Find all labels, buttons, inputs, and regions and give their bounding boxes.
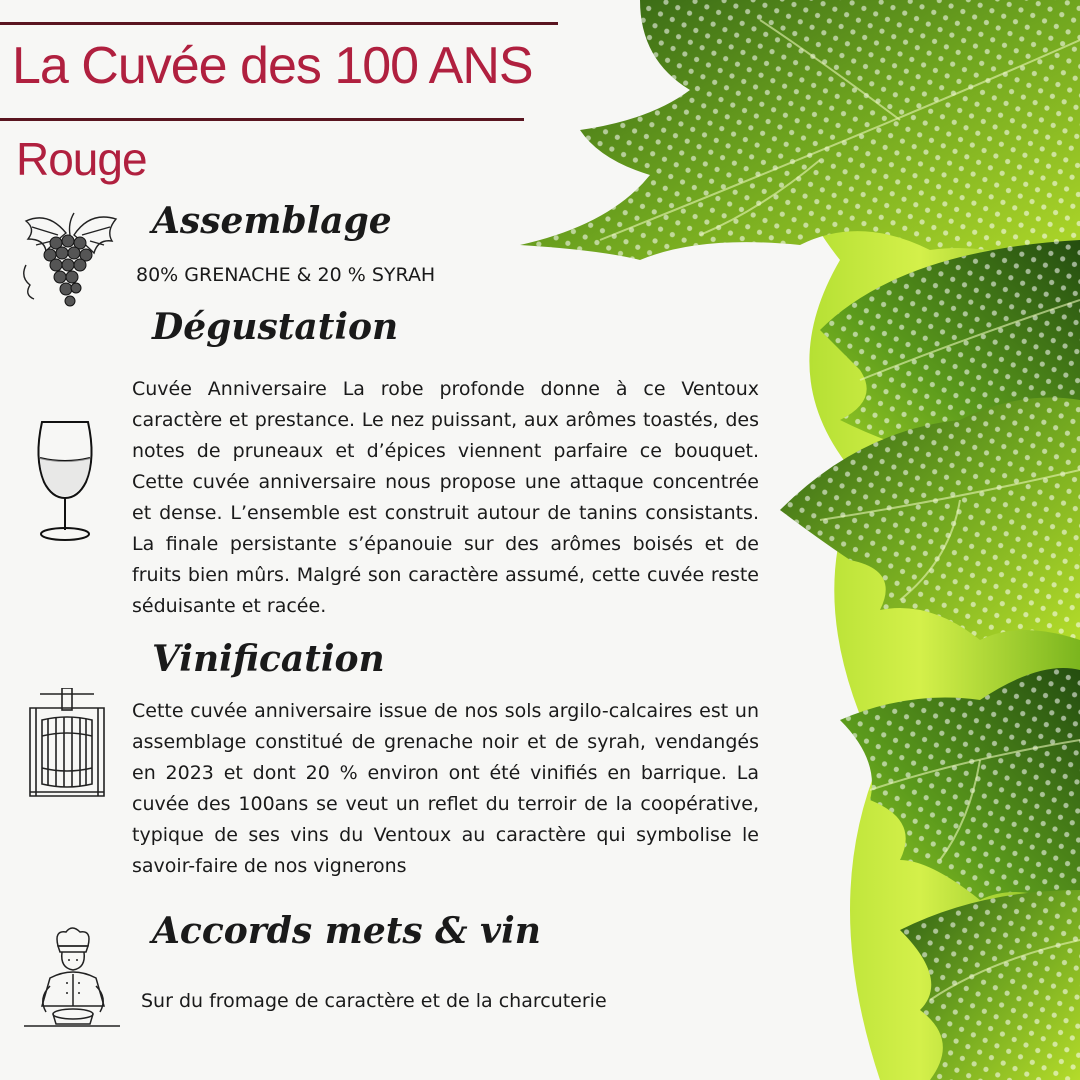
- accords-heading: Accords mets & vin: [152, 910, 541, 952]
- accords-text: Sur du fromage de caractère et de la charcuterie: [141, 990, 607, 1012]
- title-underline: [0, 118, 524, 121]
- assemblage-heading: Assemblage: [152, 200, 392, 242]
- wine-press-icon: [26, 688, 108, 800]
- page-title: La Cuvée des 100 ANS: [12, 37, 533, 95]
- top-rule: [0, 22, 558, 25]
- grape-cluster-icon: [20, 205, 120, 317]
- vinification-heading: Vinification: [152, 638, 385, 680]
- chef-icon: [20, 926, 124, 1030]
- wine-color-subtitle: Rouge: [16, 133, 147, 185]
- wine-glass-icon: [30, 418, 100, 544]
- assemblage-text: 80% GRENACHE & 20 % SYRAH: [136, 264, 436, 286]
- degustation-heading: Dégustation: [152, 306, 399, 348]
- vinification-text: Cette cuvée anniversaire issue de nos sols argilo-calcaires est un assemblage constitué de grenache noir et de syrah, vendangés en 2023 et dont 20 % environ ont été vinifiés en barrique. La cuvée des 100ans se veut un reflet du terroir de la coopérative, typique de ses vins du Ventoux au caractère qui symbolise le savoir-faire de nos vignerons: [132, 700, 759, 877]
- degustation-text: Cuvée Anniversaire La robe profonde donne à ce Ventoux caractère et prestance. Le nez puissant, aux arômes toastés, des notes de pruneaux et d’épices viennent parfaire ce bouquet. Cette cuvée anniversaire nous propose une attaque concentrée et dense. L’ensemble est construit autour de tanins consistants. La finale persistante s’épanouie sur des arômes boisés et de fruits bien mûrs. Malgré son caractère assumé, cette cuvée reste séduisante et racée.: [132, 378, 759, 617]
